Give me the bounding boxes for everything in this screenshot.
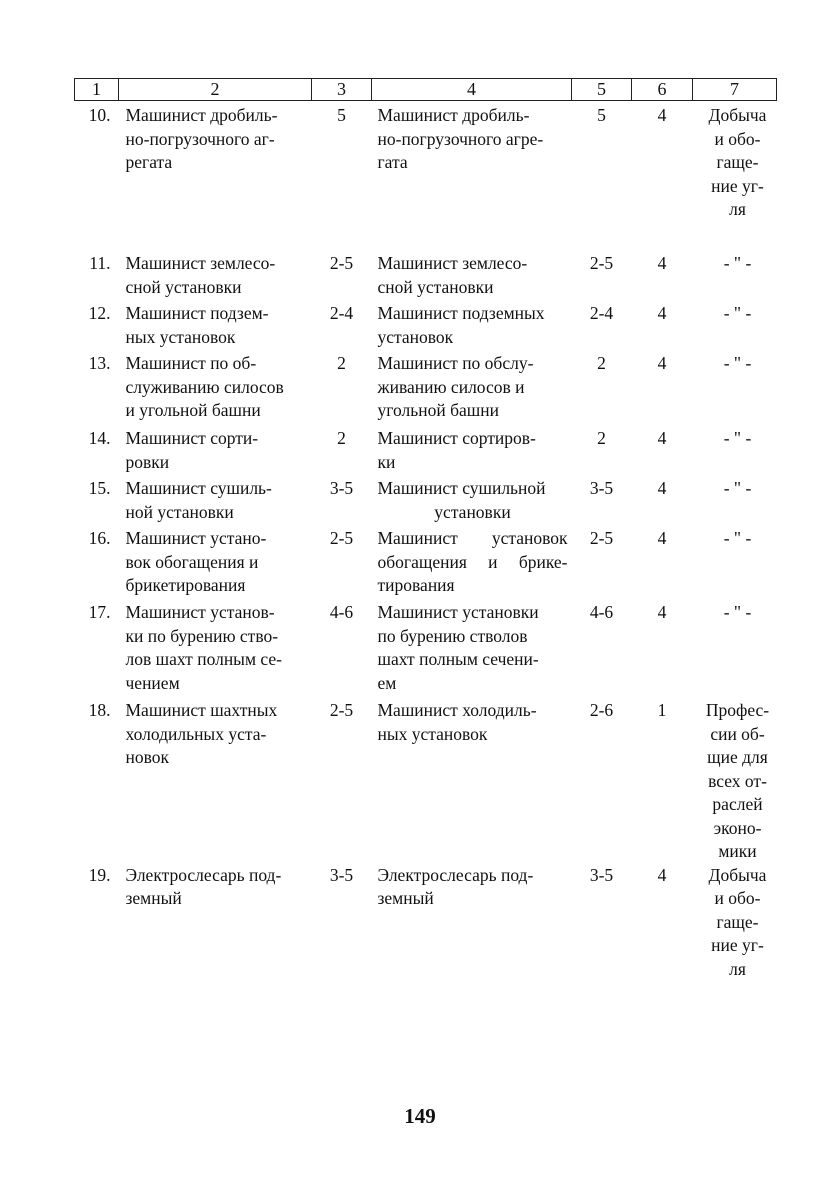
category-range-cell: 2-5 bbox=[329, 528, 354, 548]
column-6-cell: 1 bbox=[657, 700, 667, 720]
row-number-cell: 19. bbox=[88, 864, 111, 885]
header-cell-7: 7 bbox=[693, 79, 777, 101]
profession-name-new-cell bbox=[372, 101, 572, 253]
text-line: ля bbox=[729, 199, 746, 219]
category-range-cell: 2-4 bbox=[329, 303, 354, 323]
category-range-new-cell: 3-5 bbox=[589, 478, 614, 498]
text-line: Добыча bbox=[708, 105, 767, 125]
text-line: чением bbox=[125, 672, 180, 693]
text-line: Электрослесарь под- bbox=[377, 864, 534, 885]
row-number-cell: 15. bbox=[88, 478, 111, 498]
text-line: раслей bbox=[712, 794, 763, 814]
industry-note-cell bbox=[693, 864, 777, 984]
table-row bbox=[75, 864, 777, 984]
text-line: угольной башни bbox=[377, 400, 499, 420]
page-number: 149 bbox=[404, 1104, 436, 1128]
category-range-cell: 2-5 bbox=[329, 253, 354, 273]
profession-name-cell bbox=[119, 699, 312, 864]
profession-name-cell bbox=[119, 427, 312, 477]
text-line: ля bbox=[729, 958, 746, 979]
row-number-cell: 16. bbox=[88, 528, 111, 548]
row-number-cell: 18. bbox=[88, 700, 111, 720]
text-line: гаще- bbox=[716, 911, 759, 932]
table-header-row bbox=[75, 79, 777, 101]
profession-name-cell bbox=[119, 864, 312, 984]
text-line: Машинист сушильной bbox=[377, 478, 546, 498]
text-line: сии об- bbox=[710, 723, 765, 744]
profession-name-new-cell bbox=[372, 527, 572, 601]
text-line: установки bbox=[434, 501, 511, 522]
text-line: живанию силосов и bbox=[377, 376, 525, 397]
header-cell-5: 5 bbox=[572, 79, 632, 101]
text-line: Машинист шахтных bbox=[125, 700, 278, 720]
text-line: ных установок bbox=[125, 326, 236, 347]
text-line: обогащения и брике- bbox=[377, 551, 568, 572]
text-line: щие для bbox=[707, 747, 768, 767]
category-range-cell: 2-5 bbox=[329, 700, 354, 720]
category-range-new-cell: 2-5 bbox=[589, 253, 614, 273]
text-line: - " - bbox=[723, 478, 752, 498]
profession-name-new-cell bbox=[372, 601, 572, 699]
profession-name-cell bbox=[119, 527, 312, 601]
text-line: шахт полным сечени- bbox=[377, 649, 539, 669]
industry-note-cell bbox=[693, 601, 777, 699]
profession-name-cell bbox=[119, 252, 312, 302]
text-line: Машинист устано- bbox=[125, 528, 267, 548]
profession-name-cell bbox=[119, 477, 312, 527]
text-line: ние уг- bbox=[711, 935, 764, 955]
profession-name-cell bbox=[119, 101, 312, 253]
text-line: но-погрузочного агре- bbox=[377, 128, 544, 149]
row-number-cell: 17. bbox=[88, 602, 111, 622]
header-cell-2: 2 bbox=[119, 79, 312, 101]
text-line: - " - bbox=[723, 303, 752, 323]
text-line: по бурению стволов bbox=[377, 625, 528, 646]
row-number-cell: 12. bbox=[88, 303, 111, 323]
industry-note-cell bbox=[693, 302, 777, 352]
text-line: - " - bbox=[723, 602, 752, 622]
table-row bbox=[75, 101, 777, 253]
text-line: ние уг- bbox=[711, 175, 764, 196]
text-line: и обо- bbox=[714, 888, 761, 908]
text-line: лов шахт полным се- bbox=[125, 649, 282, 669]
text-line: Машинист по об- bbox=[125, 353, 257, 373]
table-row bbox=[75, 302, 777, 352]
category-range-new-cell: 3-5 bbox=[589, 864, 614, 885]
text-line: земный bbox=[125, 888, 182, 908]
text-line: но-погрузочного аг- bbox=[125, 128, 275, 149]
profession-name-cell bbox=[119, 302, 312, 352]
industry-note-cell bbox=[693, 252, 777, 302]
row-number-cell: 13. bbox=[88, 353, 111, 373]
table-row bbox=[75, 601, 777, 699]
column-6-cell: 4 bbox=[657, 303, 667, 323]
text-line: Электрослесарь под- bbox=[125, 864, 282, 885]
text-line: сной установки bbox=[125, 276, 242, 297]
text-line: - " - bbox=[723, 528, 752, 548]
text-line: Машинист установ- bbox=[125, 602, 275, 622]
text-line: Машинист дробиль- bbox=[377, 105, 530, 125]
text-line: Машинист сушиль- bbox=[125, 478, 272, 498]
profession-name-cell bbox=[119, 601, 312, 699]
text-line: Машинист сорти- bbox=[125, 428, 259, 448]
text-line: Машинист установки bbox=[377, 602, 539, 622]
profession-name-new-cell bbox=[372, 302, 572, 352]
table-row bbox=[75, 352, 777, 427]
text-line: ных установок bbox=[377, 723, 488, 744]
category-range-cell: 3-5 bbox=[329, 864, 354, 885]
text-line: Профес- bbox=[705, 700, 770, 720]
text-line: Машинист землесо- bbox=[125, 253, 276, 273]
table-row bbox=[75, 699, 777, 864]
header-cell-1: 1 bbox=[75, 79, 119, 101]
text-line: мики bbox=[718, 841, 757, 861]
industry-note-cell bbox=[693, 699, 777, 864]
header-cell-3: 3 bbox=[312, 79, 372, 101]
text-line: - " - bbox=[723, 253, 752, 273]
table-row bbox=[75, 477, 777, 527]
column-6-cell: 4 bbox=[657, 353, 667, 373]
text-line: установок bbox=[377, 326, 454, 347]
column-6-cell: 4 bbox=[657, 602, 667, 622]
text-line: и обо- bbox=[714, 128, 761, 149]
text-line: тирования bbox=[377, 575, 455, 595]
header-cell-6: 6 bbox=[632, 79, 693, 101]
industry-note-cell bbox=[693, 477, 777, 527]
text-line: земный bbox=[377, 888, 434, 908]
profession-name-new-cell bbox=[372, 427, 572, 477]
table-row bbox=[75, 427, 777, 477]
profession-name-new-cell bbox=[372, 699, 572, 864]
industry-note-cell bbox=[693, 527, 777, 601]
text-line: регата bbox=[125, 152, 173, 172]
text-line: Машинист землесо- bbox=[377, 253, 528, 273]
text-line: Машинист подзем- bbox=[125, 303, 269, 323]
text-line: Машинист установок bbox=[377, 528, 568, 548]
text-line: и угольной башни bbox=[125, 400, 261, 420]
category-range-new-cell: 4-6 bbox=[589, 602, 614, 622]
text-line: ки bbox=[377, 451, 396, 472]
text-line: ем bbox=[377, 672, 397, 693]
text-line: брикетирования bbox=[125, 575, 246, 595]
text-line: ки по бурению ство- bbox=[125, 625, 279, 646]
text-line: ровки bbox=[125, 451, 170, 472]
profession-name-new-cell bbox=[372, 352, 572, 427]
text-line: Машинист по обслу- bbox=[377, 353, 534, 373]
profession-name-new-cell bbox=[372, 864, 572, 984]
header-cell-4: 4 bbox=[372, 79, 572, 101]
category-range-new-cell: 2 bbox=[597, 353, 606, 373]
category-range-new-cell: 2-6 bbox=[589, 700, 614, 720]
profession-name-cell bbox=[119, 352, 312, 427]
category-range-cell: 3-5 bbox=[329, 478, 354, 498]
category-range-cell: 5 bbox=[337, 105, 346, 125]
text-line: - " - bbox=[723, 428, 752, 448]
profession-name-new-cell bbox=[372, 252, 572, 302]
category-range-cell: 2 bbox=[337, 428, 346, 448]
text-line: всех от- bbox=[708, 770, 767, 791]
category-range-new-cell: 2-5 bbox=[589, 528, 614, 548]
industry-note-cell bbox=[693, 427, 777, 477]
column-6-cell: 4 bbox=[657, 528, 667, 548]
category-range-new-cell: 2 bbox=[597, 428, 606, 448]
industry-note-cell bbox=[693, 101, 777, 253]
column-6-cell: 4 bbox=[657, 864, 667, 885]
text-line: гаще- bbox=[716, 152, 759, 172]
text-line: эконо- bbox=[713, 817, 762, 838]
column-6-cell: 4 bbox=[657, 253, 667, 273]
text-line: вок обогащения и bbox=[125, 551, 259, 572]
text-line: холодильных уста- bbox=[125, 723, 267, 744]
category-range-cell: 4-6 bbox=[329, 602, 354, 622]
column-6-cell: 4 bbox=[657, 428, 667, 448]
text-line: Машинист дробиль- bbox=[125, 105, 278, 125]
text-line: служиванию силосов bbox=[125, 376, 284, 397]
text-line: Машинист подземных bbox=[377, 303, 545, 323]
row-number-cell: 10. bbox=[88, 105, 111, 125]
column-6-cell: 4 bbox=[657, 105, 667, 125]
text-line: - " - bbox=[723, 353, 752, 373]
table-row bbox=[75, 527, 777, 601]
row-number-cell: 11. bbox=[89, 253, 111, 273]
category-range-cell: 2 bbox=[337, 353, 346, 373]
text-line: Машинист сортиров- bbox=[377, 428, 536, 448]
table-row bbox=[75, 252, 777, 302]
text-line: новок bbox=[125, 747, 170, 767]
text-line: сной установки bbox=[377, 276, 494, 297]
professions-table bbox=[74, 78, 777, 984]
row-number-cell: 14. bbox=[88, 428, 111, 448]
text-line: Добыча bbox=[708, 864, 767, 885]
profession-name-new-cell bbox=[372, 477, 572, 527]
text-line: ной установки bbox=[125, 501, 234, 522]
column-6-cell: 4 bbox=[657, 478, 667, 498]
industry-note-cell bbox=[693, 352, 777, 427]
text-line: Машинист холодиль- bbox=[377, 700, 537, 720]
text-line: гата bbox=[377, 152, 408, 172]
category-range-new-cell: 2-4 bbox=[589, 303, 614, 323]
category-range-new-cell: 5 bbox=[597, 105, 606, 125]
